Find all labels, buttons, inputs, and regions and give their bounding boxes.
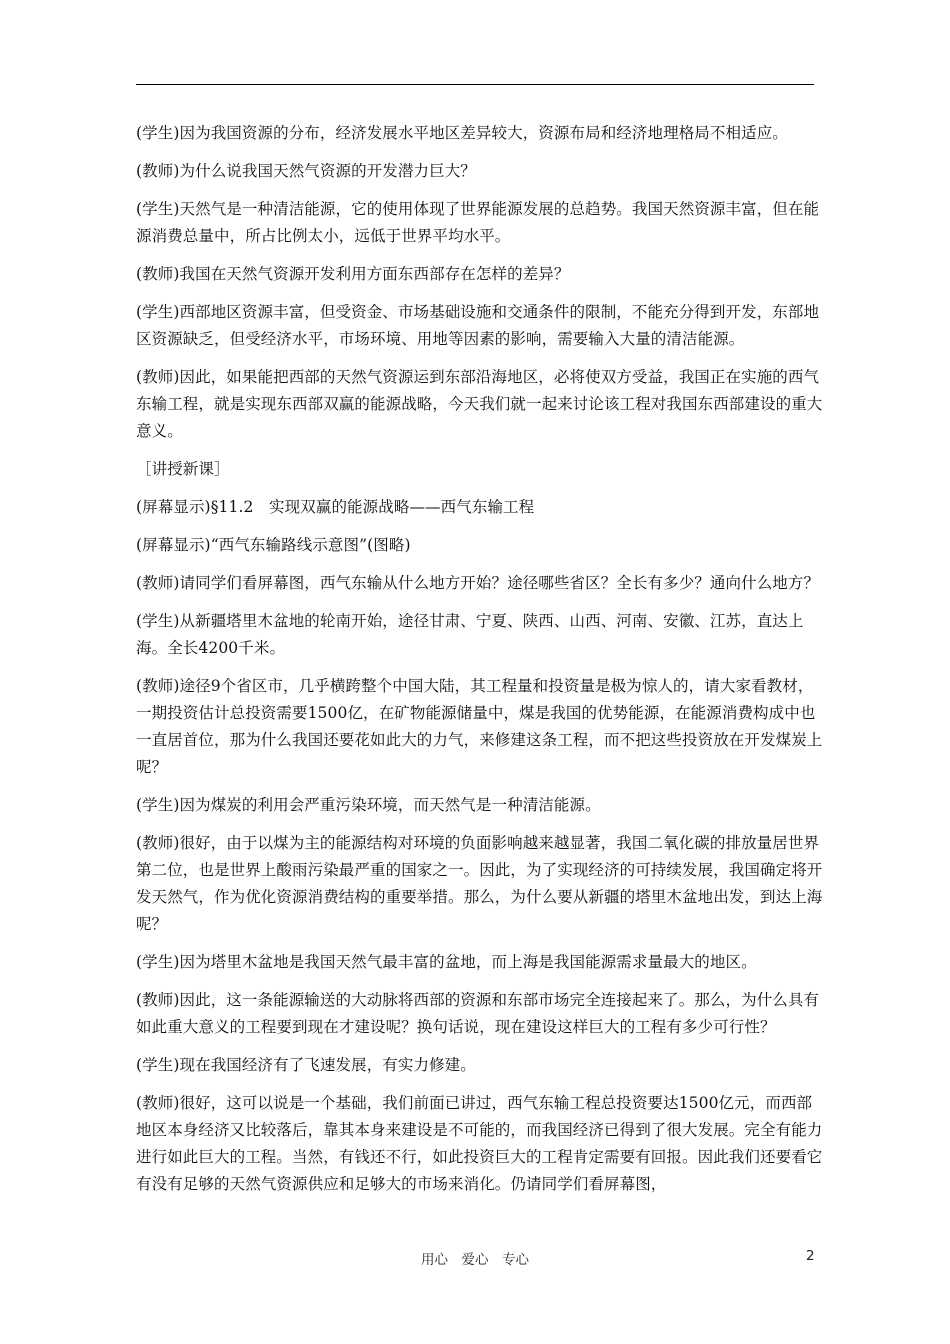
paragraph: (教师)途径9个省区市，几乎横跨整个中国大陆，其工程量和投资量是极为惊人的，请大家看教材，一期投资估计总投资需要1500亿，在矿物能源储量中，煤是我国的优势能源，在能源消费构成中也一直居首位，那为什么我国还要花如此大的力气，来修建这条工程，而不把这些投资放在开发煤炭上呢？: [136, 677, 823, 776]
paragraph: (学生)从新疆塔里木盆地的轮南开始，途径甘肃、宁夏、陕西、山西、河南、安徽、江苏，直达上海。全长4200千米。: [136, 612, 804, 657]
paragraph: (学生)因为我国资源的分布，经济发展水平地区差异较大，资源布局和经济地理格局不相适应。: [136, 124, 788, 142]
paragraph: (屏幕显示)“西气东输路线示意图”(图略): [136, 536, 411, 554]
paragraph: (学生)因为煤炭的利用会严重污染环境，而天然气是一种清洁能源。: [136, 796, 601, 814]
paragraph: (学生)现在我国经济有了飞速发展，有实力修建。: [136, 1056, 476, 1074]
paragraph: (学生)因为塔里木盆地是我国天然气最丰富的盆地，而上海是我国能源需求量最大的地区。: [136, 953, 757, 971]
paragraph: (教师)很好，这可以说是一个基础，我们前面已讲过，西气东输工程总投资要达1500亿元，而西部地区本身经济又比较落后，靠其本身来建设是不可能的，而我国经济已得到了很大发展。完全有能力进行如此巨大的工程。当然，有钱还不行，如此投资巨大的工程肯定需要有回报。因此我们还要看它有没有足够的天然气资源供应和足够大的市场来消化。仍请同学们看屏幕图，: [136, 1094, 823, 1193]
paragraph: (教师)请同学们看屏幕图，西气东输从什么地方开始？途径哪些省区？全长有多少？通向什么地方？: [136, 574, 820, 592]
section-heading: ［讲授新课］: [136, 460, 230, 478]
document-body: [136, 120, 826, 1209]
header-rule: [136, 84, 814, 85]
paragraph: (学生)天然气是一种清洁能源，它的使用体现了世界能源发展的总趋势。我国天然资源丰富，但在能源消费总量中，所占比例太小，远低于世界平均水平。: [136, 200, 820, 245]
paragraph: (教师)因此，这一条能源输送的大动脉将西部的资源和东部市场完全连接起来了。那么，为什么具有如此重大意义的工程要到现在才建设呢？换句话说，现在建设这样巨大的工程有多少可行性？: [136, 991, 820, 1036]
paragraph: (教师)因此，如果能把西部的天然气资源运到东部沿海地区，必将使双方受益，我国正在实施的西气东输工程，就是实现东西部双赢的能源战略，今天我们就一起来讨论该工程对我国东西部建设的重大意义。: [136, 368, 823, 440]
paragraph: (学生)西部地区资源丰富，但受资金、市场基础设施和交通条件的限制，不能充分得到开发，东部地区资源缺乏，但受经济水平，市场环境、用地等因素的影响，需要输入大量的清洁能源。: [136, 303, 820, 348]
page-number: 2: [806, 1248, 815, 1264]
paragraph: (教师)我国在天然气资源开发利用方面东西部存在怎样的差异？: [136, 265, 570, 283]
footer-motto: 用心 爱心 专心: [421, 1252, 529, 1268]
paragraph: (教师)为什么说我国天然气资源的开发潜力巨大？: [136, 162, 476, 180]
paragraph: (屏幕显示)§11.2 实现双赢的能源战略——西气东输工程: [136, 498, 535, 516]
paragraph: (教师)很好，由于以煤为主的能源结构对环境的负面影响越来越显著，我国二氧化碳的排放量居世界第二位，也是世界上酸雨污染最严重的国家之一。因此，为了实现经济的可持续发展，我国确定将开发天然气，作为优化资源消费结构的重要举措。那么，为什么要从新疆的塔里木盆地出发，到达上海呢？: [136, 834, 823, 933]
